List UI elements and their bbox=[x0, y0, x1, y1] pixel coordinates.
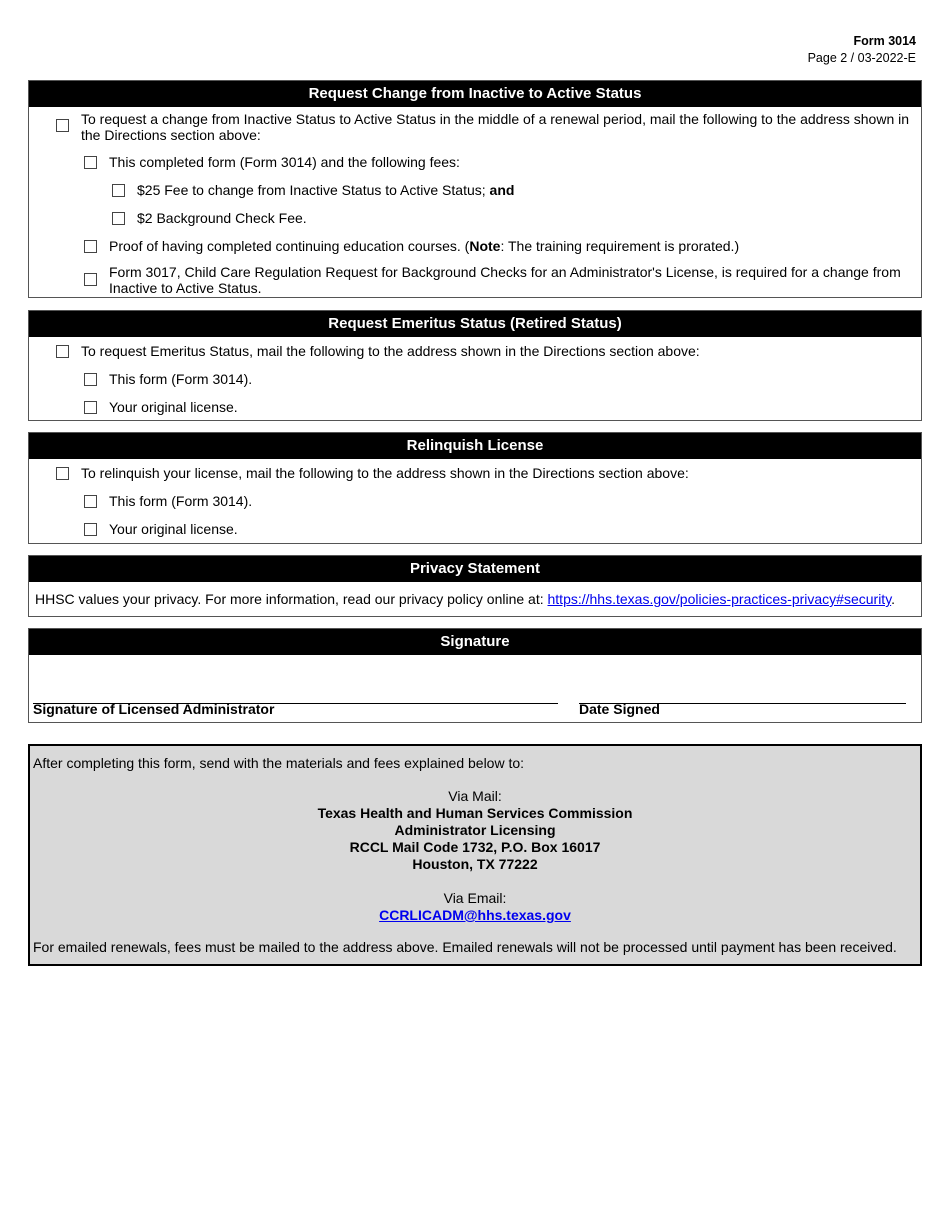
emeritus-form-checkbox[interactable] bbox=[84, 373, 97, 386]
section-title: Request Emeritus Status (Retired Status) bbox=[29, 311, 921, 337]
list-item bbox=[29, 521, 921, 537]
via-mail-label: Via Mail: bbox=[448, 788, 502, 804]
proof-text: Proof of having completed continuing education courses. (Note: The training requirement is prorated.) bbox=[109, 238, 740, 254]
mailing-footer: For emailed renewals, fees must be mailed to the address above. Emailed renewals will not be processed until payment has been received. bbox=[33, 939, 897, 955]
section-title: Privacy Statement bbox=[29, 556, 921, 582]
section-title: Signature bbox=[29, 629, 921, 655]
list-item bbox=[29, 238, 921, 254]
relinquish-intro-checkbox[interactable] bbox=[56, 467, 69, 480]
mailing-address-block bbox=[30, 788, 920, 924]
proof-checkbox[interactable] bbox=[84, 240, 97, 253]
via-email-label: Via Email: bbox=[443, 890, 507, 906]
section-title: Relinquish License bbox=[29, 433, 921, 459]
list-item bbox=[29, 493, 921, 509]
address-line-1: Texas Health and Human Services Commission bbox=[317, 805, 633, 821]
email-link[interactable]: CCRLICADM@hhs.texas.gov bbox=[379, 907, 571, 923]
relinquish-section bbox=[28, 432, 922, 544]
emeritus-form-text: This form (Form 3014). bbox=[109, 371, 253, 387]
section-title: Request Change from Inactive to Active Status bbox=[29, 81, 921, 107]
privacy-policy-link[interactable]: https://hhs.texas.gov/policies-practices-privacy#security bbox=[547, 591, 892, 607]
emeritus-intro-text: To request Emeritus Status, mail the following to the address shown in the Directions section above: bbox=[81, 343, 700, 359]
signature-label: Signature of Licensed Administrator bbox=[33, 701, 275, 717]
emeritus-license-text: Your original license. bbox=[109, 399, 238, 415]
fee-2-checkbox[interactable] bbox=[112, 212, 125, 225]
form-number: Form 3014 bbox=[853, 34, 916, 48]
list-item bbox=[29, 182, 921, 198]
form-header bbox=[808, 33, 916, 67]
emeritus-intro-checkbox[interactable] bbox=[56, 345, 69, 358]
emeritus-section bbox=[28, 310, 922, 421]
list-item bbox=[29, 111, 921, 143]
date-signed-label: Date Signed bbox=[579, 701, 660, 717]
relinquish-intro-text: To relinquish your license, mail the following to the address shown in the Directions section above: bbox=[81, 465, 689, 481]
privacy-section bbox=[28, 555, 922, 617]
list-item bbox=[29, 210, 921, 226]
fee-25-text: $25 Fee to change from Inactive Status to Active Status; and bbox=[137, 182, 515, 198]
address-line-2: Administrator Licensing bbox=[394, 822, 556, 838]
emeritus-license-checkbox[interactable] bbox=[84, 401, 97, 414]
fee-2-text: $2 Background Check Fee. bbox=[137, 210, 307, 226]
inactive-to-active-section bbox=[28, 80, 922, 298]
fee-25-checkbox[interactable] bbox=[112, 184, 125, 197]
form3017-text: Form 3017, Child Care Regulation Request for Background Checks for an Administrator's License, is required for a change from Inactive to Active Status. bbox=[109, 264, 901, 296]
list-item bbox=[29, 154, 921, 170]
list-item bbox=[29, 371, 921, 387]
mailing-intro: After completing this form, send with the materials and fees explained below to: bbox=[33, 755, 525, 771]
intro-checkbox[interactable] bbox=[56, 119, 69, 132]
list-item bbox=[29, 264, 921, 296]
list-item bbox=[29, 399, 921, 415]
form3017-checkbox[interactable] bbox=[84, 273, 97, 286]
form-checkbox[interactable] bbox=[84, 156, 97, 169]
relinquish-form-text: This form (Form 3014). bbox=[109, 493, 253, 509]
page-info: Page 2 / 03-2022-E bbox=[807, 51, 916, 65]
address-line-3: RCCL Mail Code 1732, P.O. Box 16017 bbox=[349, 839, 601, 855]
mailing-instructions-box bbox=[28, 744, 922, 966]
address-line-4: Houston, TX 77222 bbox=[412, 856, 538, 872]
signature-section bbox=[28, 628, 922, 723]
privacy-text: HHSC values your privacy. For more information, read our privacy policy online at: https://hhs.texas.gov/policies-practices-privacy#security. bbox=[35, 591, 896, 607]
intro-text: To request a change from Inactive Status to Active Status in the middle of a renewal period, mail the following to the address shown in the Directions section above: bbox=[81, 111, 910, 143]
relinquish-license-checkbox[interactable] bbox=[84, 523, 97, 536]
list-item bbox=[29, 343, 921, 359]
relinquish-form-checkbox[interactable] bbox=[84, 495, 97, 508]
relinquish-license-text: Your original license. bbox=[109, 521, 238, 537]
form-item-text: This completed form (Form 3014) and the following fees: bbox=[109, 154, 460, 170]
list-item bbox=[29, 465, 921, 481]
